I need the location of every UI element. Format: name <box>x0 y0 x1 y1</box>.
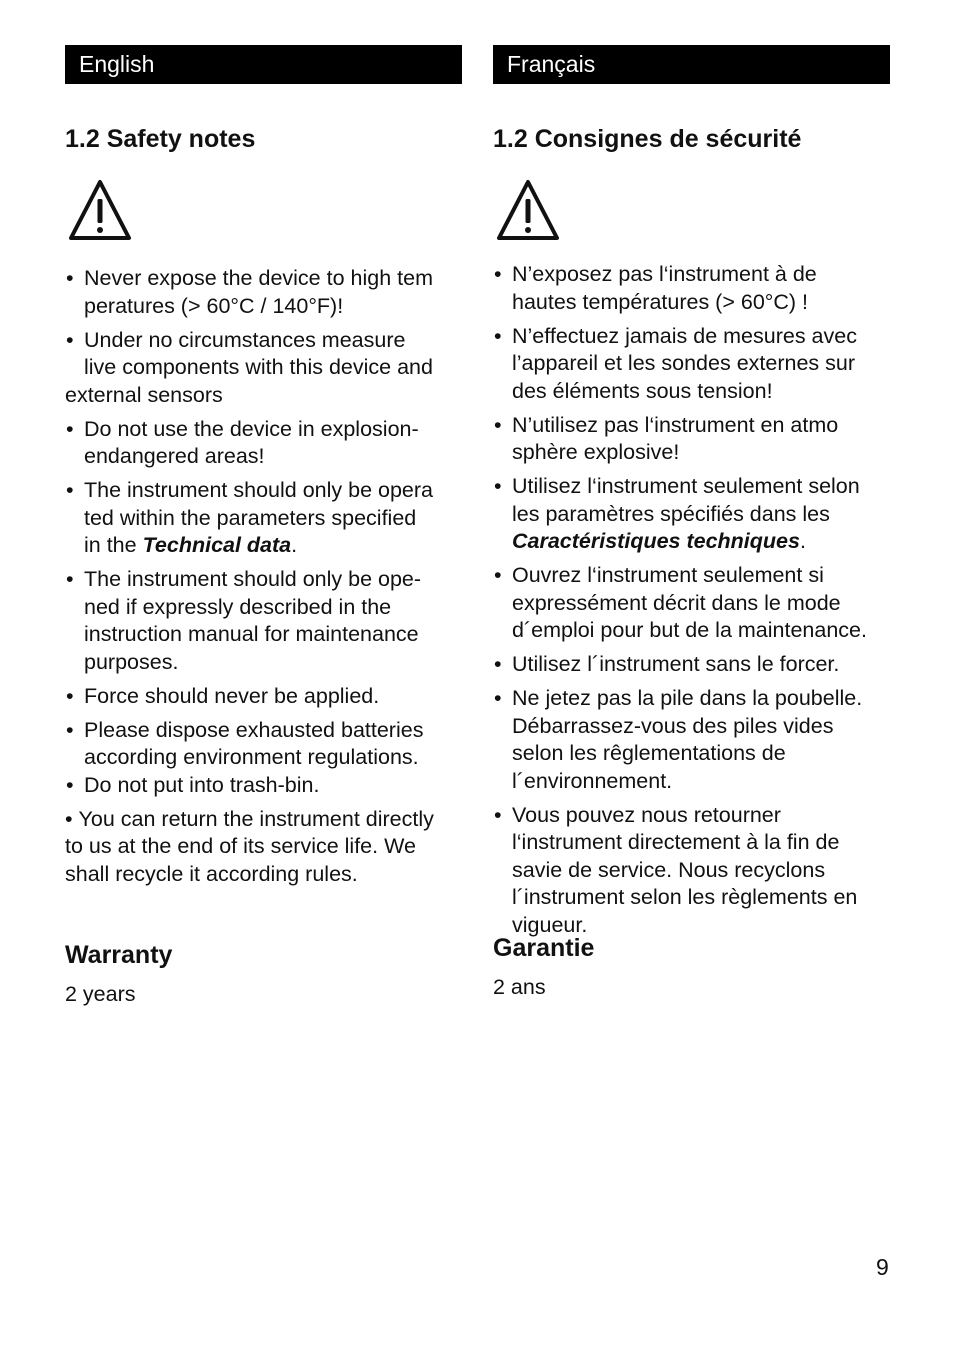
consignes-list <box>493 261 890 946</box>
list-item: • Please dispose exhausted batteries according environment regulations. <box>65 717 462 772</box>
list-item: • Ne jetez pas la pile dans la poubelle. Débarrassez-vous des piles vides selon les rêglementations de l´environnement. <box>493 685 890 795</box>
list-item: • N’exposez pas l‘instrument à de hautes températures (> 60°C) ! <box>493 261 890 316</box>
list-item: • Do not use the device in explosion- endangered areas! <box>65 416 462 471</box>
list-item: • The instrument should only be opera ted within the parameters specified <box>65 477 462 532</box>
french-column <box>493 45 890 999</box>
list-item: • Never expose the device to high tem peratures (> 60°C / 140°F)! <box>65 265 462 320</box>
list-item: • Force should never be applied. <box>65 683 462 711</box>
list-item: • Utilisez l´instrument sans le forcer. <box>493 651 890 679</box>
warranty-text: 2 years <box>65 982 136 1006</box>
list-item-continuation: Caractéristiques techniques. <box>512 529 806 553</box>
language-header-french: Français <box>493 45 890 84</box>
warranty-title: Warranty <box>65 941 173 969</box>
technical-data-emphasis: Technical data <box>142 533 292 557</box>
safety-notes-list <box>65 265 462 895</box>
list-item: • You can return the instrument directly <box>65 806 434 831</box>
list-item: • N’effectuez jamais de mesures avec l’appareil et les sondes externes sur des éléments sous tension! <box>493 323 890 406</box>
list-item: • Do not put into trash-bin. <box>65 772 462 800</box>
warning-triangle-icon <box>495 177 561 243</box>
list-item: • Under no circumstances measure live components with this device and <box>65 327 462 382</box>
garantie-title: Garantie <box>493 934 595 962</box>
garantie-text: 2 ans <box>493 975 546 999</box>
page-number: 9 <box>876 1254 889 1280</box>
list-item: • Vous pouvez nous retourner l‘instrument directement à la fin de savie de service. Nous recyclons l´instrument selon les règlements en vigueur. <box>493 802 890 940</box>
section-title-safety-notes: 1.2 Safety notes <box>65 125 256 153</box>
list-item: • Ouvrez l‘instrument seulement si expressément décrit dans le mode d´emploi pour but de la maintenance. <box>493 562 890 645</box>
list-item: • Utilisez l‘instrument seulement selon les paramètres spécifiés dans les <box>493 473 890 528</box>
language-header-english: English <box>65 45 462 84</box>
caracteristiques-emphasis: Caractéristiques techniques <box>512 529 800 553</box>
section-title-consignes: 1.2 Consignes de sécurité <box>493 125 802 153</box>
list-item-continuation: in the Technical data. <box>84 533 298 557</box>
warning-triangle-icon <box>67 177 133 243</box>
list-item: • N’utilisez pas l‘instrument en atmo sphère explosive! <box>493 412 890 467</box>
list-item-continuation: to us at the end of its service life. We shall recycle it according rules. <box>65 834 416 886</box>
list-item-continuation: external sensors <box>65 382 223 407</box>
list-item: • The instrument should only be ope- ned if expressly described in the instruction manual for maintenance purposes. <box>65 566 462 676</box>
english-column <box>65 45 462 1006</box>
